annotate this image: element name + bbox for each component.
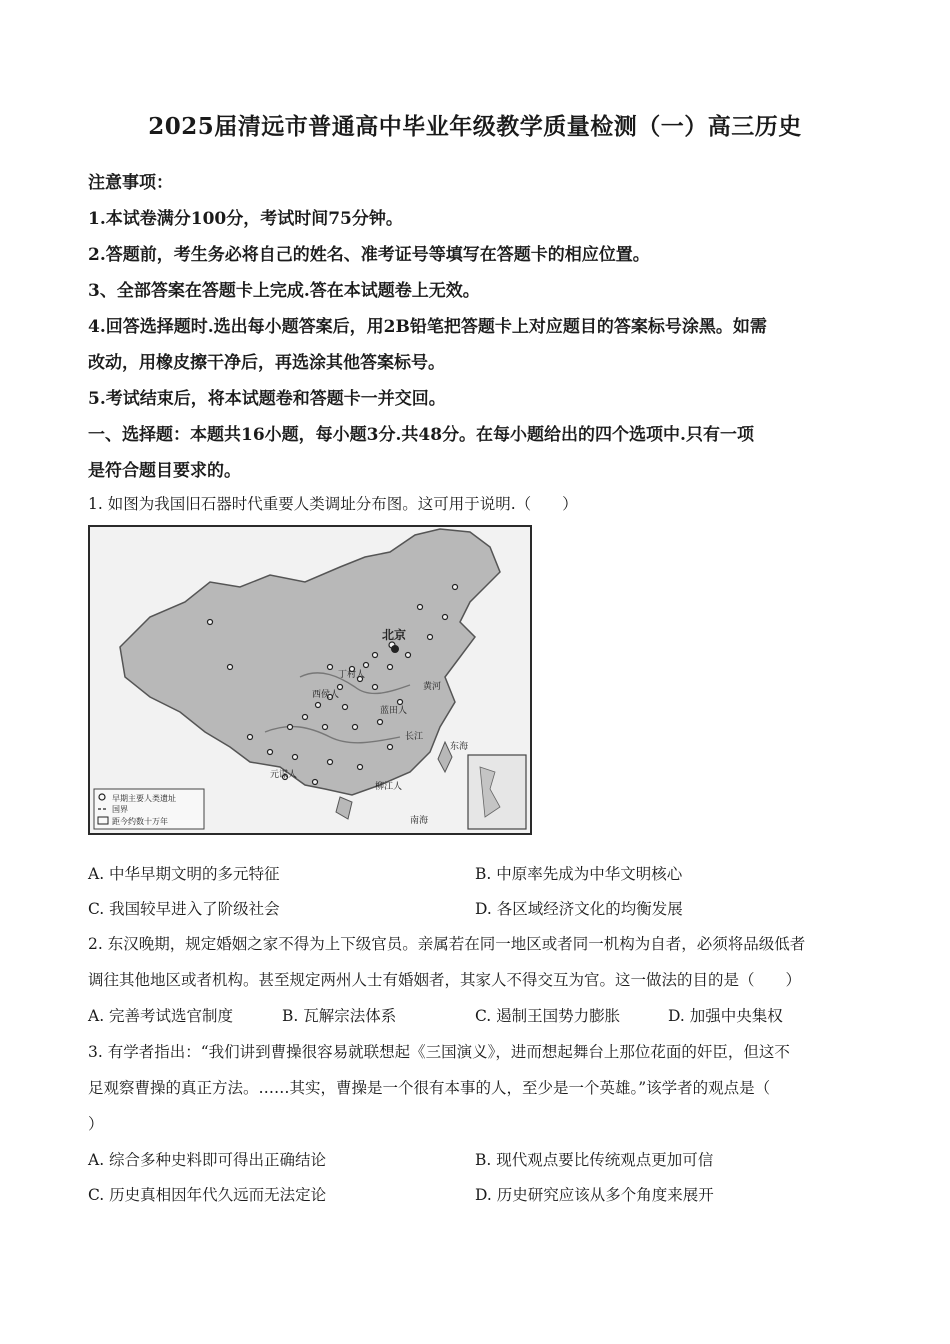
q2-option-b: B. 瓦解宗法体系 <box>282 1007 397 1025</box>
notice-item-2: 2.答题前，考生务必将自己的姓名、准考证号等填写在答题卡的相应位置。 <box>88 245 650 265</box>
q1-option-d: D. 各区域经济文化的均衡发展 <box>475 900 683 918</box>
legend-age: 距今约数十万年 <box>112 817 168 826</box>
q3-stem-line-2: 足观察曹操的真正方法。……其实，曹操是一个很有本事的人，至少是一个英雄。”该学者的观点是（ <box>88 1079 771 1097</box>
map-label-liujiang: 柳江人 <box>375 782 403 792</box>
map-label-donghai: 东海 <box>450 742 469 752</box>
notice-item-1: 1.本试卷满分100分，考试时间75分钟。 <box>88 209 403 229</box>
notice-item-5: 5.考试结束后，将本试题卷和答题卡一并交回。 <box>88 389 446 409</box>
q1-option-a: A. 中华早期文明的多元特征 <box>88 865 280 883</box>
q3-option-d: D. 历史研究应该从多个角度来展开 <box>475 1186 714 1204</box>
china-paleolithic-map <box>88 525 532 835</box>
q2-stem-line-1: 2. 东汉晚期，规定婚姻之家不得为上下级官员。亲属若在同一地区或者同一机构为自者，必须将品级低者 <box>88 935 806 953</box>
q1-option-b: B. 中原率先成为中华文明核心 <box>475 865 683 883</box>
map-label-lantian: 蓝田人 <box>380 706 408 716</box>
notice-heading: 注意事项： <box>88 173 173 193</box>
q3-option-c: C. 历史真相因年代久远而无法定论 <box>88 1186 327 1204</box>
q1-option-c: C. 我国较早进入了阶级社会 <box>88 900 280 918</box>
section-heading-cont: 是符合题目要求的。 <box>88 461 241 481</box>
q3-stem-line-3: ） <box>88 1115 104 1133</box>
section-heading: 一、选择题：本题共16小题，每小题3分.共48分。在每小题给出的四个选项中.只有一项 <box>88 425 754 445</box>
page-title: 2025届清远市普通高中毕业年级教学质量检测（一）高三历史 <box>148 113 802 140</box>
q3-option-a: A. 综合多种史料即可得出正确结论 <box>88 1151 327 1169</box>
map-label-beijing: 北京 <box>382 628 407 642</box>
map-label-yuanmou: 元谋人 <box>270 770 298 780</box>
notice-item-4-cont: 改动，用橡皮擦干净后，再选涂其他答案标号。 <box>88 353 445 373</box>
q1-stem: 1. 如图为我国旧石器时代重要人类调址分布图。这可用于说明.（ ） <box>88 495 578 513</box>
legend-border: 国界 <box>112 805 128 814</box>
q2-option-d: D. 加强中央集权 <box>668 1007 783 1025</box>
q2-stem-line-2: 调往其他地区或者机构。甚至规定两州人士有婚姻者，其家人不得交互为官。这一做法的目的是（ ） <box>88 971 802 989</box>
map-label-changjiang: 长江 <box>405 732 424 742</box>
q3-stem-line-1: 3. 有学者指出：“我们讲到曹操很容易就联想起《三国演义》，进而想起舞台上那位花面的奸臣，但这不 <box>88 1043 790 1061</box>
notice-item-4: 4.回答选择题时.选出每小题答案后，用2B铅笔把答题卡上对应题目的答案标号涂黑。如需 <box>88 317 767 337</box>
q2-option-c: C. 遏制王国势力膨胀 <box>475 1007 621 1025</box>
map-label-nanhai: 南海 <box>410 816 429 826</box>
notice-item-3: 3、全部答案在答题卡上完成.答在本试题卷上无效。 <box>88 281 480 301</box>
q2-option-a: A. 完善考试选官制度 <box>88 1007 234 1025</box>
map-label-huanghe: 黄河 <box>423 682 442 692</box>
q3-option-b: B. 现代观点要比传统观点更加可信 <box>475 1151 714 1169</box>
map-label-xihou: 西侯人 <box>312 690 340 700</box>
map-label-dingcun: 丁村人 <box>338 670 366 680</box>
legend-site: 早期主要人类遗址 <box>112 794 176 803</box>
